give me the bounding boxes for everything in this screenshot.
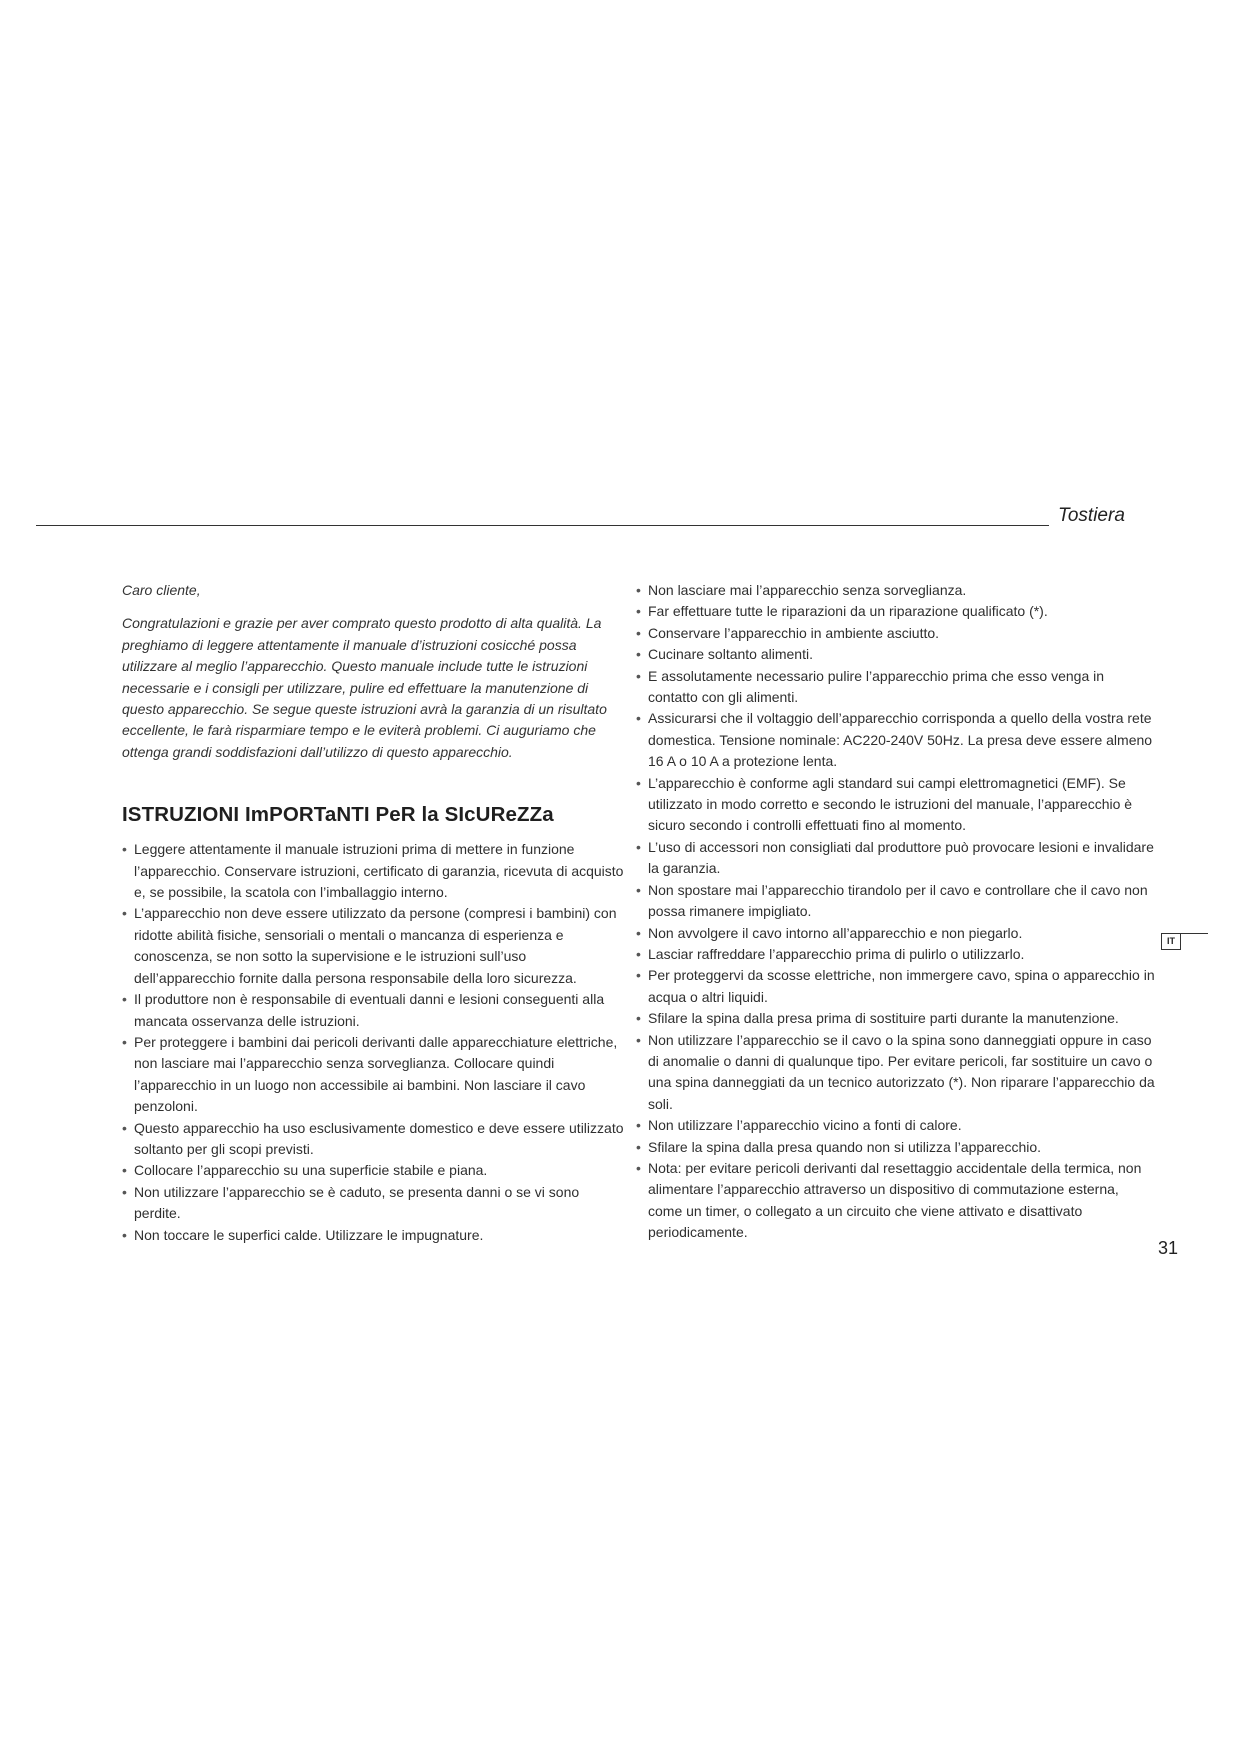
- list-item: [122, 1032, 627, 1118]
- list-item-text: Il produttore non è responsabile di eventuali danni e lesioni conseguenti alla mancata osservanza delle istruzioni.: [134, 991, 605, 1029]
- list-item-text: Cucinare soltanto alimenti.: [648, 646, 813, 663]
- list-item: [636, 708, 1156, 772]
- page-number: 31: [1158, 1238, 1179, 1258]
- list-item: [636, 1158, 1156, 1244]
- header-rule: [36, 525, 1049, 526]
- bullet-icon: •: [636, 582, 641, 598]
- list-item-text: L’uso di accessori non consigliati dal produttore può provocare lesioni e invalidare la garanzia.: [648, 838, 1154, 877]
- bullet-icon: •: [636, 1010, 641, 1027]
- bullet-icon: •: [122, 1183, 127, 1200]
- list-item-text: Sfilare la spina dalla presa quando non si utilizza l’apparecchio.: [648, 1138, 1042, 1155]
- bullet-icon: •: [636, 646, 641, 663]
- list-item-text: Nota: per evitare pericoli derivanti dal resettaggio accidentale della termica, non alimentare l’apparecchio attraverso un dispositivo di commutazione esterna, come un timer, o collegato a un circuito che viene attivato e disattivato periodicamente.: [648, 1159, 1142, 1241]
- list-item: [636, 1030, 1156, 1116]
- list-item: [122, 839, 627, 903]
- bullet-icon: •: [636, 603, 641, 620]
- bullet-icon: •: [636, 710, 641, 727]
- list-item: [122, 903, 627, 989]
- bullet-icon: •: [636, 624, 641, 641]
- list-item: [636, 965, 1156, 1008]
- list-item: [122, 1225, 627, 1246]
- list-item: [636, 623, 1156, 644]
- list-item: [636, 1008, 1156, 1029]
- bullet-icon: •: [636, 667, 641, 684]
- bullet-icon: •: [636, 1138, 641, 1155]
- bullet-icon: •: [122, 1119, 127, 1136]
- greeting: Caro cliente,: [122, 582, 201, 598]
- list-item: [636, 580, 1156, 601]
- list-item-text: Sfilare la spina dalla presa prima di sostituire parti durante la manutenzione.: [648, 1010, 1119, 1027]
- list-item: [122, 1160, 627, 1181]
- list-item-text: Far effettuare tutte le riparazioni da un riparazione qualificato (*).: [648, 603, 1048, 620]
- list-item: [122, 1182, 627, 1225]
- product-title: Tostiera: [1058, 505, 1125, 526]
- list-item-text: E assolutamente necessario pulire l’apparecchio prima che esso venga in contatto con gli alimenti.: [648, 667, 1105, 706]
- list-item-text: Non lasciare mai l’apparecchio senza sorveglianza.: [648, 582, 967, 598]
- list-item: [636, 923, 1156, 944]
- list-item-text: Per proteggervi da scosse elettriche, non immergere cavo, spina o apparecchio in acqua o altri liquidi.: [648, 967, 1155, 1005]
- list-item-text: Collocare l’apparecchio su una superficie stabile e piana.: [134, 1162, 488, 1179]
- bullet-icon: •: [122, 1033, 127, 1050]
- list-item-text: L’apparecchio non deve essere utilizzato da persone (compresi i bambini) con ridotte abilità fisiche, sensoriali o mentali o mancanza di esperienza e conoscenza, se non sotto la supervisione e le istruzioni sull’uso dell’apparecchio fornite dalla persona responsabile della loro sicurezza.: [134, 905, 617, 986]
- bullet-icon: •: [122, 905, 127, 922]
- bullet-icon: •: [636, 1031, 641, 1048]
- list-item-text: Leggere attentamente il manuale istruzioni prima di mettere in funzione l’apparecchio. Conservare istruzioni, certificato di garanzia, ricevuta di acquisto e, se possibile, la scatola con l’imballaggio interno.: [134, 841, 624, 901]
- left-column: [122, 580, 627, 1246]
- list-item-text: Non toccare le superfici calde. Utilizzare le impugnature.: [134, 1226, 484, 1243]
- list-item-text: Per proteggere i bambini dai pericoli derivanti dalle apparecchiature elettriche, non lasciare mai l’apparecchio senza sorveglianza. Collocare quindi l’apparecchio in un luogo non accessibile ai bambini. Non lasciare il cavo penzoloni.: [134, 1033, 618, 1115]
- language-tab-rule: [1181, 933, 1208, 934]
- safety-list-right: [636, 580, 1156, 1244]
- list-item: [636, 837, 1156, 880]
- list-item-text: Non avvolgere il cavo intorno all’apparecchio e non piegarlo.: [648, 924, 1023, 941]
- list-item: [636, 601, 1156, 622]
- list-item: [636, 666, 1156, 709]
- list-item-text: Non spostare mai l’apparecchio tirandolo per il cavo e controllare che il cavo non possa rimanere impigliato.: [648, 881, 1148, 920]
- bullet-icon: •: [636, 945, 641, 962]
- bullet-icon: •: [122, 841, 127, 858]
- list-item-text: Conservare l’apparecchio in ambiente asciutto.: [648, 624, 940, 641]
- list-item: [636, 944, 1156, 965]
- list-item-text: Non utilizzare l’apparecchio vicino a fonti di calore.: [648, 1117, 962, 1134]
- list-item: [636, 644, 1156, 665]
- list-item: [636, 773, 1156, 837]
- section-title: ISTRUZIONI ImPORTaNTI PeR la SIcUReZZa: [122, 803, 554, 827]
- right-column: [636, 580, 1156, 1244]
- list-item: [122, 1118, 627, 1161]
- bullet-icon: •: [636, 924, 641, 941]
- list-item: [636, 1115, 1156, 1136]
- list-item-text: L’apparecchio è conforme agli standard sui campi elettromagnetici (EMF). Se utilizzato in modo corretto e secondo le istruzioni del manuale, l’apparecchio è sicuro secondo i controlli effettuati fino al momento.: [648, 774, 1133, 834]
- bullet-icon: •: [636, 1117, 641, 1134]
- bullet-icon: •: [636, 881, 641, 898]
- bullet-icon: •: [122, 991, 127, 1008]
- list-item: [636, 880, 1156, 923]
- safety-list-left: [122, 839, 627, 1246]
- list-item-text: Lasciar raffreddare l’apparecchio prima di pulirlo o utilizzarlo.: [648, 945, 1025, 962]
- list-item-text: Assicurarsi che il voltaggio dell’apparecchio corrisponda a quello della vostra rete domestica. Tensione nominale: AC220-240V 50Hz. La presa deve essere almeno 16 A o 10 A a protezione lenta.: [648, 710, 1153, 770]
- bullet-icon: •: [122, 1162, 127, 1179]
- intro-paragraph: Congratulazioni e grazie per aver comprato questo prodotto di alta qualità. La preghiamo di leggere attentamente il manuale d’istruzioni cosicché possa utilizzare al meglio l’apparecchio. Questo manuale include tutte le istruzioni necessarie e i consigli per utilizzare, pulire ed effettuare la manutenzione di questo apparecchio. Se segue queste istruzioni avrà la garanzia di un risultato eccellente, le farà risparmiare tempo e le eviterà problemi. Ci auguriamo che ottenga grandi soddisfazioni dall’utilizzo di questo apparecchio.: [122, 615, 607, 760]
- bullet-icon: •: [636, 1159, 641, 1176]
- list-item-text: Non utilizzare l’apparecchio se è caduto, se presenta danni o se vi sono perdite.: [134, 1183, 580, 1222]
- list-item: [122, 989, 627, 1032]
- bullet-icon: •: [636, 838, 641, 855]
- list-item-text: Questo apparecchio ha uso esclusivamente domestico e deve essere utilizzato soltanto per gli scopi previsti.: [134, 1119, 624, 1157]
- language-tab: IT: [1161, 933, 1181, 950]
- list-item-text: Non utilizzare l’apparecchio se il cavo o la spina sono danneggiati oppure in caso di anomalie o danni di qualunque tipo. Per evitare pericoli, far sostituire un cavo o una spina danneggiati da un tecnico autorizzato (*). Non riparare l’apparecchio da soli.: [648, 1031, 1155, 1112]
- intro-block: [122, 580, 627, 763]
- bullet-icon: •: [122, 1226, 127, 1243]
- bullet-icon: •: [636, 774, 641, 791]
- list-item: [636, 1137, 1156, 1158]
- bullet-icon: •: [636, 967, 641, 984]
